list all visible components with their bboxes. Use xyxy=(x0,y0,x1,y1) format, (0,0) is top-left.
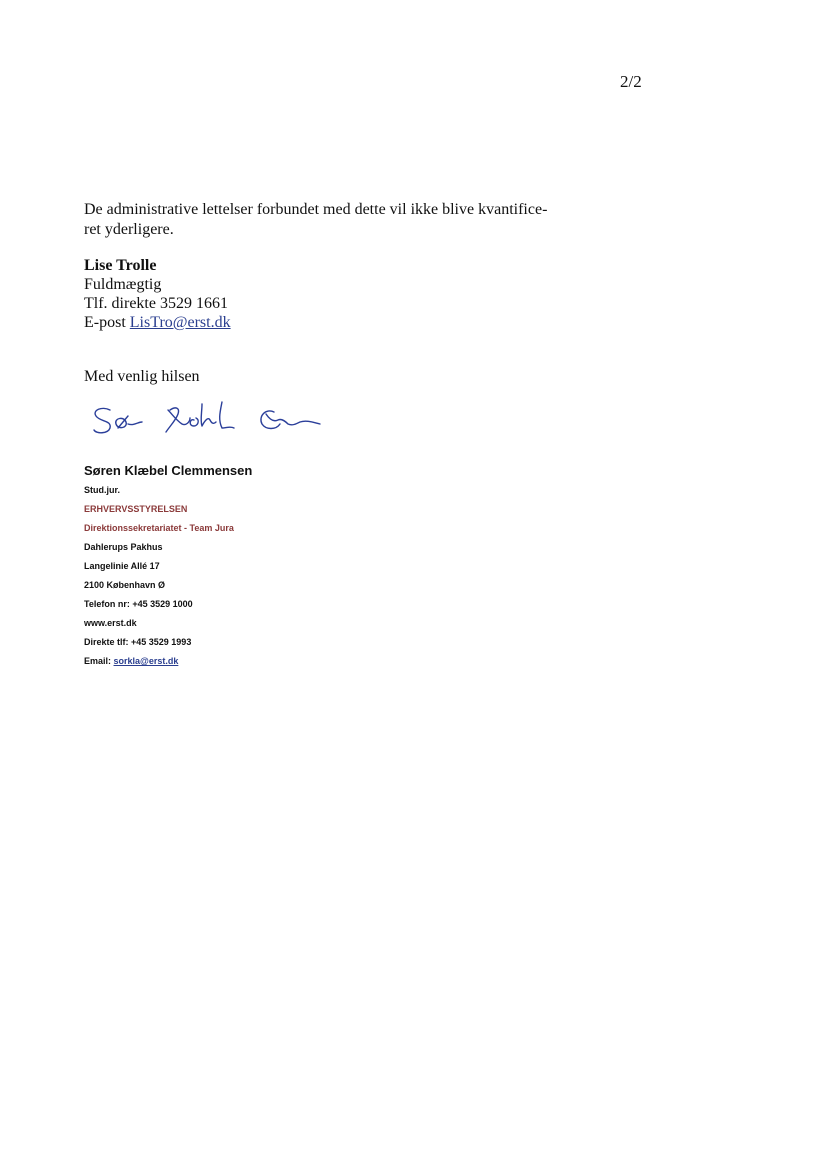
contact-email-label: E-post xyxy=(84,314,126,331)
contact-phone: Tlf. direkte 3529 1661 xyxy=(84,295,228,312)
handwritten-signature xyxy=(90,398,330,447)
contact-block xyxy=(84,256,231,332)
main-phone: Telefon nr: +45 3529 1000 xyxy=(84,599,193,609)
signature-block xyxy=(84,462,252,671)
signature-image xyxy=(90,398,330,442)
signer-position: Stud.jur. xyxy=(84,485,120,495)
signer-name: Søren Klæbel Clemmensen xyxy=(84,463,253,478)
direct-phone: Direkte tlf: +45 3529 1993 xyxy=(84,637,192,647)
street-address: Langelinie Allé 17 xyxy=(84,561,160,571)
signer-email-link[interactable]: sorkla@erst.dk xyxy=(113,656,179,666)
page-number: 2/2 xyxy=(620,72,642,91)
contact-name: Lise Trolle xyxy=(84,257,157,274)
closing-greeting: Med venlig hilsen xyxy=(84,368,200,385)
body-line-1: De administrative lettelser forbundet med dette vil ikke blive kvantifice- xyxy=(84,201,548,218)
email-row xyxy=(84,652,252,671)
organization-name: ERHVERVSSTYRELSEN xyxy=(84,504,188,514)
contact-email-row xyxy=(84,313,231,332)
department-name: Direktionssekretariatet - Team Jura xyxy=(84,523,234,533)
body-paragraph xyxy=(84,200,584,240)
contact-title: Fuldmægtig xyxy=(84,276,162,293)
building-name: Dahlerups Pakhus xyxy=(84,542,163,552)
body-line-2: ret yderligere. xyxy=(84,221,174,238)
website: www.erst.dk xyxy=(84,618,137,628)
email-label: Email: xyxy=(84,656,112,666)
city-address: 2100 København Ø xyxy=(84,580,166,590)
contact-email-link[interactable]: LisTro@erst.dk xyxy=(129,314,231,331)
